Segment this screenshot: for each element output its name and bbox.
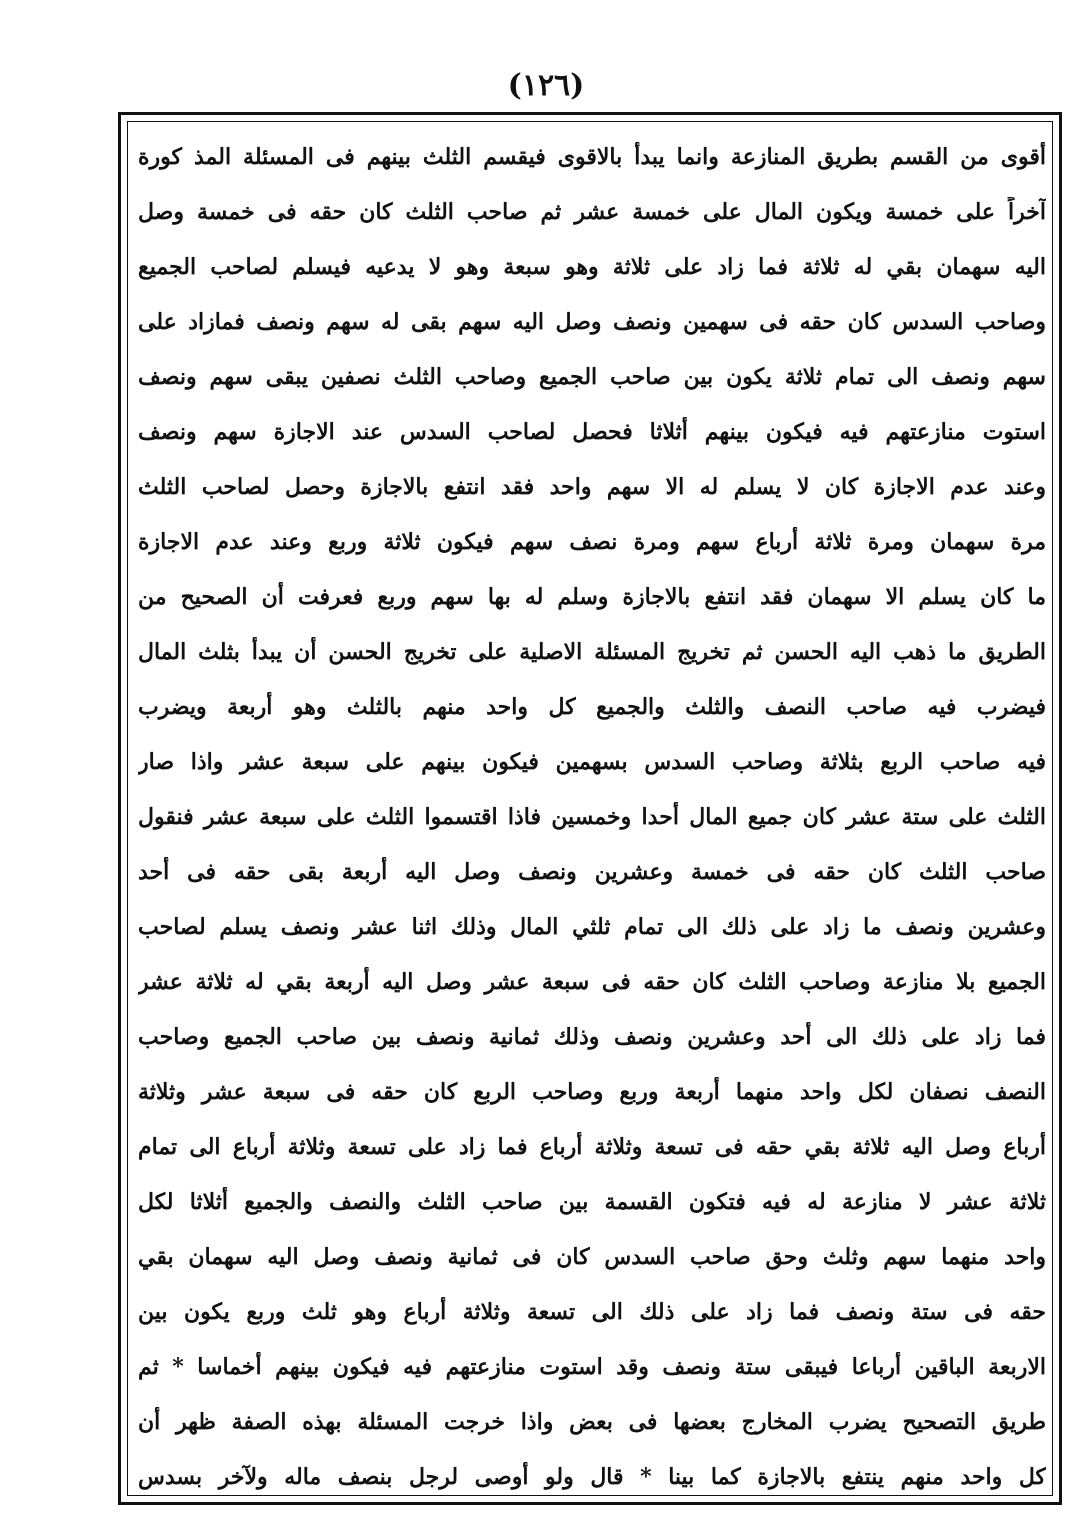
text-line: ما كان يسلم الا سهمان فقد انتفع بالاجازة وسلم له بها سهم وربع فعرفت أن الصحيح من <box>138 584 1046 610</box>
text-line: النصف نصفان لكل واحد منهما أربعة وربع وصاحب الربع كان حقه فى سبعة عشر وثلاثة <box>138 1079 1046 1105</box>
text-line: واحد منهما سهم وثلث وحق صاحب السدس كان فى ثمانية ونصف وصل اليه سهمان بقي <box>138 1244 1046 1270</box>
text-line: سهم ونصف الى تمام ثلاثة يكون بين صاحب الجميع وصاحب الثلث نصفين يبقى سهم ونصف <box>138 364 1046 390</box>
text-line: الجميع بلا منازعة وصاحب الثلث كان حقه فى سبعة عشر وصل اليه أربعة بقي له ثلاثة عشر <box>138 969 1046 995</box>
text-line: ثلاثة عشر لا منازعة له فيه فتكون القسمة بين صاحب الثلث والنصف والجميع أثلاثا لكل <box>138 1189 1046 1215</box>
text-line: كل واحد منهم ينتفع بالاجازة كما بينا * قال ولو أوصى لرجل بنصف ماله ولآخر بسدس <box>138 1464 1046 1490</box>
text-line: آخراً على خمسة ويكون المال على خمسة عشر ثم صاحب الثلث كان حقه فى خمسة وصل <box>138 199 1046 225</box>
text-line: أرباع وصل اليه ثلاثة بقي حقه فى تسعة وثلاثة أرباع فما زاد على تسعة وثلاثة أرباع الى تمام <box>138 1134 1046 1160</box>
text-line: صاحب الثلث كان حقه فى خمسة وعشرين ونصف وصل اليه أربعة بقى حقه فى أحد <box>138 859 1046 885</box>
body-text <box>138 142 1046 1517</box>
text-line: وعشرين ونصف ما زاد على ذلك الى تمام ثلثي المال وذلك اثنا عشر ونصف يسلم لصاحب <box>138 914 1046 940</box>
text-line: أقوى من القسم بطريق المنازعة وانما يبدأ بالاقوى فيقسم الثلث بينهم فى المسئلة المذ كورة <box>138 144 1046 170</box>
text-line: الاربعة الباقين أرباعا فيبقى ستة ونصف وقد استوت منازعتهم فيه فيكون بينهم أخماسا * ثم <box>138 1354 1046 1380</box>
text-line: مرة سهمان ومرة ثلاثة أرباع سهم ومرة نصف سهم فيكون ثلاثة وربع وعند عدم الاجازة <box>138 529 1046 555</box>
text-line: طريق التصحيح يضرب المخارج بعضها فى بعض واذا خرجت المسئلة بهذه الصفة ظهر أن <box>138 1409 1046 1435</box>
text-line: فيه صاحب الربع بثلاثة وصاحب السدس بسهمين فيكون بينهم على سبعة عشر واذا صار <box>138 749 1046 775</box>
text-line: فما زاد على ذلك الى أحد وعشرين ونصف وذلك ثمانية ونصف بين صاحب الجميع وصاحب <box>138 1024 1046 1050</box>
page-number: (١٢٦) <box>507 68 585 103</box>
text-line: وعند عدم الاجازة كان لا يسلم له الا سهم واحد فقد انتفع بالاجازة وحصل لصاحب الثلث <box>138 474 1046 500</box>
text-line: استوت منازعتهم فيه فيكون بينهم أثلاثا فحصل لصاحب السدس عند الاجازة سهم ونصف <box>138 419 1046 445</box>
text-line: الطريق ما ذهب اليه الحسن ثم تخريج المسئلة الاصلية على تخريج الحسن أن يبدأ بثلث المال <box>138 639 1046 665</box>
text-line: فيضرب فيه صاحب النصف والثلث والجميع كل واحد منهم بالثلث وهو أربعة ويضرب <box>138 694 1046 720</box>
text-line: اليه سهمان بقي له ثلاثة فما زاد على ثلاثة وهو سبعة وهو لا يدعيه فيسلم لصاحب الجميع <box>138 254 1046 280</box>
text-line: حقه فى ستة ونصف فما زاد على ذلك الى تسعة وثلاثة أرباع وهو ثلث وربع يكون بين <box>138 1299 1046 1325</box>
text-line: الثلث على ستة عشر كان جميع المال أحدا وخمسين فاذا اقتسموا الثلث على سبعة عشر فنقول <box>138 804 1046 830</box>
text-line: وصاحب السدس كان حقه فى سهمين ونصف وصل اليه سهم بقى له سهم ونصف فمازاد على <box>138 309 1046 335</box>
